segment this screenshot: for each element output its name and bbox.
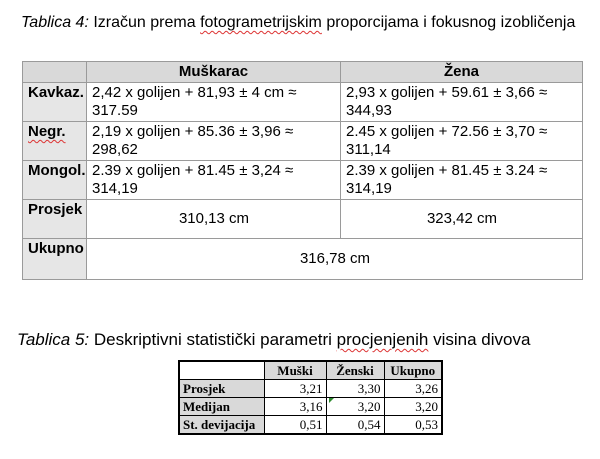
header-female: Žena [341, 62, 583, 83]
table-row [179, 416, 442, 435]
row-label-mongoloid: Mongol. [23, 161, 87, 200]
table-header-row [23, 62, 583, 83]
table4-caption [21, 13, 591, 32]
cell-male: 2,19 x golijen + 85.36 ± 3,96 ≈ 298,62 [87, 122, 341, 161]
cell-female: 2,93 x golijen + 59.61 ± 3,66 ≈ 344,93 [341, 83, 583, 122]
cell-male: 2,42 x golijen + 81,93 ± 4 cm ≈ 317.59 [87, 83, 341, 122]
header-male: Muški [264, 361, 326, 380]
table5-caption [17, 330, 597, 350]
table5-caption-text-c: visina divova [428, 330, 531, 349]
cell-value: 0,51 [264, 416, 326, 435]
table4-caption-text-a: Izračun prema [88, 14, 201, 31]
row-label-median: Medijan [179, 398, 264, 416]
table4-caption-label: Tablica 4: [21, 14, 89, 31]
cell-average-male: 310,13 cm [87, 200, 341, 239]
table-row [179, 398, 442, 416]
table-row-average [23, 200, 583, 239]
table5-caption-text-b: procjenjenih [336, 330, 429, 349]
cell-average-female: 323,42 cm [341, 200, 583, 239]
header-corner [23, 62, 87, 83]
cell-value: 3,16 [264, 398, 326, 416]
row-label-std-dev: St. devijacija [179, 416, 264, 435]
cell-male: 2.39 x golijen + 81.45 ± 3,24 ≈ 314,19 [87, 161, 341, 200]
header-female: Ženski [326, 361, 384, 380]
cell-value: 0,53 [384, 416, 442, 435]
cell-comment-marker-icon [329, 398, 334, 403]
descriptive-statistics-table [178, 360, 443, 435]
table5-caption-label: Tablica 5: [17, 330, 90, 349]
row-label-total: Ukupno [23, 239, 87, 280]
row-label-average: Prosjek [23, 200, 87, 239]
table5-caption-text-a: Deskriptivni statistički parametri [89, 330, 337, 349]
cell-female: 2.39 x golijen + 81.45 ± 3.24 ≈ 314,19 [341, 161, 583, 200]
table-row [179, 380, 442, 398]
row-label-mean: Prosjek [179, 380, 264, 398]
cell-value: 3,21 [264, 380, 326, 398]
cell-value: 3,26 [384, 380, 442, 398]
row-label-negroid: Negr. [23, 122, 87, 161]
cell-female: 2.45 x golijen + 72.56 ± 3,70 ≈ 311,14 [341, 122, 583, 161]
header-male: Muškarac [87, 62, 341, 83]
cell-value: 3,30 [326, 380, 384, 398]
cell-value: 0,54 [326, 416, 384, 435]
header-corner [179, 361, 264, 380]
table-row [23, 122, 583, 161]
table4-caption-text-b: fotogrametrijskim [200, 14, 322, 31]
header-total: Ukupno [384, 361, 442, 380]
table-row-total [23, 239, 583, 280]
cell-total: 316,78 cm [87, 239, 583, 280]
cell-value: 3,20 [384, 398, 442, 416]
row-label-caucasian: Kavkaz. [23, 83, 87, 122]
cell-value: 3,20 [326, 398, 384, 416]
height-calculation-table [22, 61, 583, 280]
table-row [23, 83, 583, 122]
table-row [23, 161, 583, 200]
table4-caption-text-c: proporcijama i fokusnog izobličenja [321, 14, 576, 31]
table-header-row [179, 361, 442, 380]
